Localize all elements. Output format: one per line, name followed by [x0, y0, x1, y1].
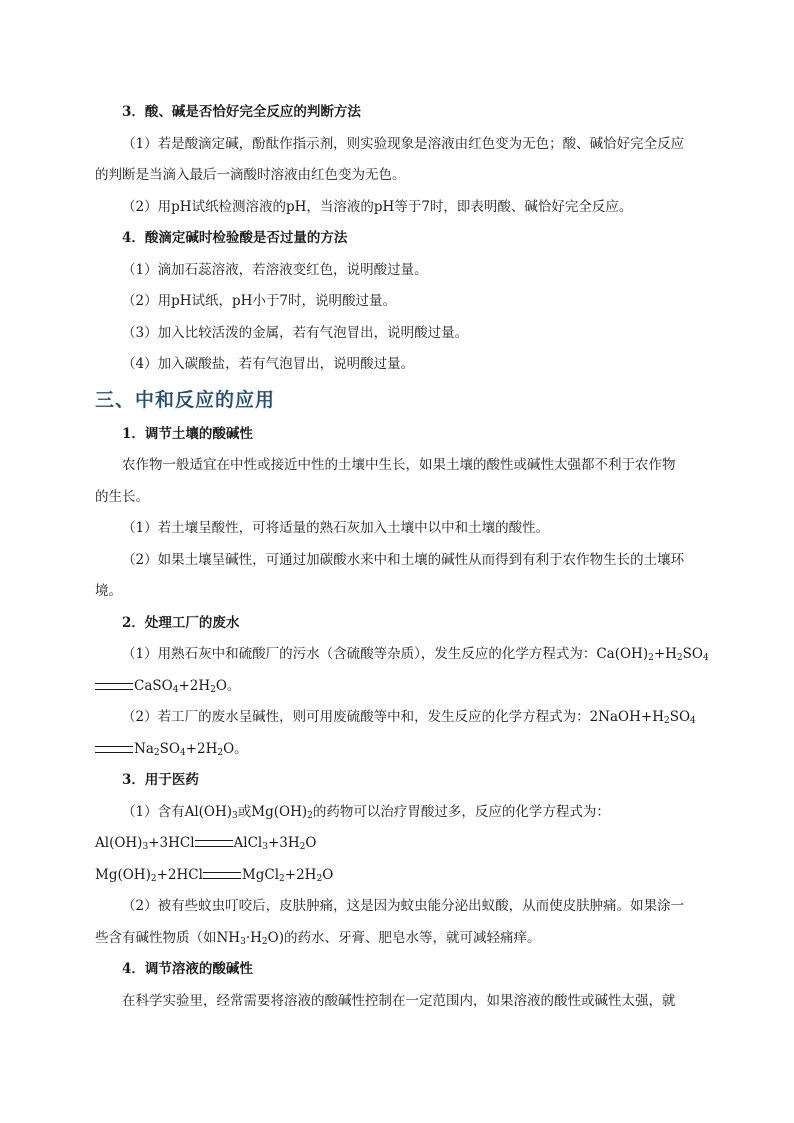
paragraph — [95, 349, 700, 381]
paragraph — [95, 513, 700, 545]
subsection-heading: 3．用于医药 — [122, 772, 199, 788]
subsection-heading: 4．酸滴定碱时检验酸是否过量的方法 — [122, 230, 348, 246]
equals-sign — [95, 746, 133, 753]
text-line: 的判断是当滴入最后一滴酸时溶液由红色变为无色。 — [95, 167, 406, 183]
text-line: （3）加入比较活泼的金属，若有气泡冒出，说明酸过量。 — [122, 324, 469, 341]
text-line: （2）被有些蚊虫叮咬后，皮肤肿痛，这是因为蚊虫能分泌出蚁酸，从而使皮肤肿痛。如果涂一 — [122, 898, 685, 914]
equation — [95, 828, 700, 860]
text-line: 境。 — [95, 583, 122, 599]
subsection-heading: 4．调节溶液的酸碱性 — [122, 961, 253, 977]
text-line: 在科学实验里，经常需要将溶液的酸碱性控制在一定范围内，如果溶液的酸性或碱性太强，就 — [122, 992, 676, 1009]
text-line: 的生长。 — [95, 488, 149, 505]
paragraph — [95, 318, 700, 350]
section-heading: 三、中和反应的应用 — [95, 388, 276, 411]
equals-sign — [95, 683, 133, 690]
text-line: （2）如果土壤呈碱性，可通过加碳酸水来中和土壤的碱性从而得到有利于农作物生长的土壤环 — [122, 551, 685, 568]
paragraph — [95, 891, 700, 954]
paragraph — [95, 639, 709, 702]
text-line: （2）用pH试纸，pH小于7时，说明酸过量。 — [122, 293, 397, 309]
text-line: $CaSO_4+2H_2O$。 — [95, 671, 700, 703]
equals-sign — [195, 840, 233, 847]
text-line: （1）若土壤呈酸性，可将适量的熟石灰加入土壤中以中和土壤的酸性。 — [122, 520, 550, 536]
text-line: $Na_2SO_4+2H_2O$。 — [95, 734, 700, 766]
paragraph — [95, 286, 700, 318]
text-line: 些含有碱性物质（如$NH_3\cdot H_2O$)的药水、牙膏、肥皂水等，就可减轻痛痒。 — [95, 929, 541, 947]
paragraph — [95, 129, 700, 192]
text-line: 农作物一般适宜在中性或接近中性的土壤中生长，如果土壤的酸性或碱性太强都不利于农作物 — [122, 457, 676, 473]
equation — [95, 860, 700, 892]
paragraph — [95, 702, 700, 765]
text-line: $Mg(OH)_2+2HCl$ $MgCl_2+2H_2O$ — [95, 866, 334, 884]
paragraph — [95, 545, 700, 608]
text-line: $Al(OH)_3+3HCl$ $AlCl_3+3H_2O$ — [95, 835, 317, 852]
paragraph — [95, 986, 700, 1018]
paragraph — [95, 797, 700, 829]
paragraph — [95, 450, 700, 513]
text-line: （1）含有$Al(OH)_3$或$Mg(OH)_2$的药物可以治疗胃酸过多，反应的化学方程式为： — [122, 803, 610, 821]
text-line: （1）滴加石蕊溶液，若溶液变红色，说明酸过量。 — [122, 261, 428, 278]
paragraph — [95, 255, 700, 287]
subsection-heading: 2．处理工厂的废水 — [122, 614, 240, 631]
text-line: （2）用pH试纸检测溶液的pH，当溶液的pH等于7时，即表明酸、碱恰好完全反应。 — [122, 198, 633, 215]
subsection-heading: 1．调节土壤的酸碱性 — [122, 425, 253, 442]
document-body — [95, 97, 709, 1017]
text-line: （1）用熟石灰中和硫酸厂的污水（含硫酸等杂质），发生反应的化学方程式为：$Ca(OH)_2+H_2SO_4$ — [122, 646, 709, 663]
subsection-heading: 3．酸、碱是否恰好完全反应的判断方法 — [122, 104, 361, 120]
equals-sign — [203, 872, 241, 879]
text-line: （1）若是酸滴定碱，酚酞作指示剂，则实验现象是溶液由红色变为无色；酸、碱恰好完全反应 — [122, 135, 685, 152]
text-line: （4）加入碳酸盐，若有气泡冒出，说明酸过量。 — [122, 356, 415, 372]
text-line: （2）若工厂的废水呈碱性，则可用废硫酸等中和，发生反应的化学方程式为：$2NaOH+H_2SO_4$ — [122, 709, 696, 726]
paragraph — [95, 192, 700, 224]
